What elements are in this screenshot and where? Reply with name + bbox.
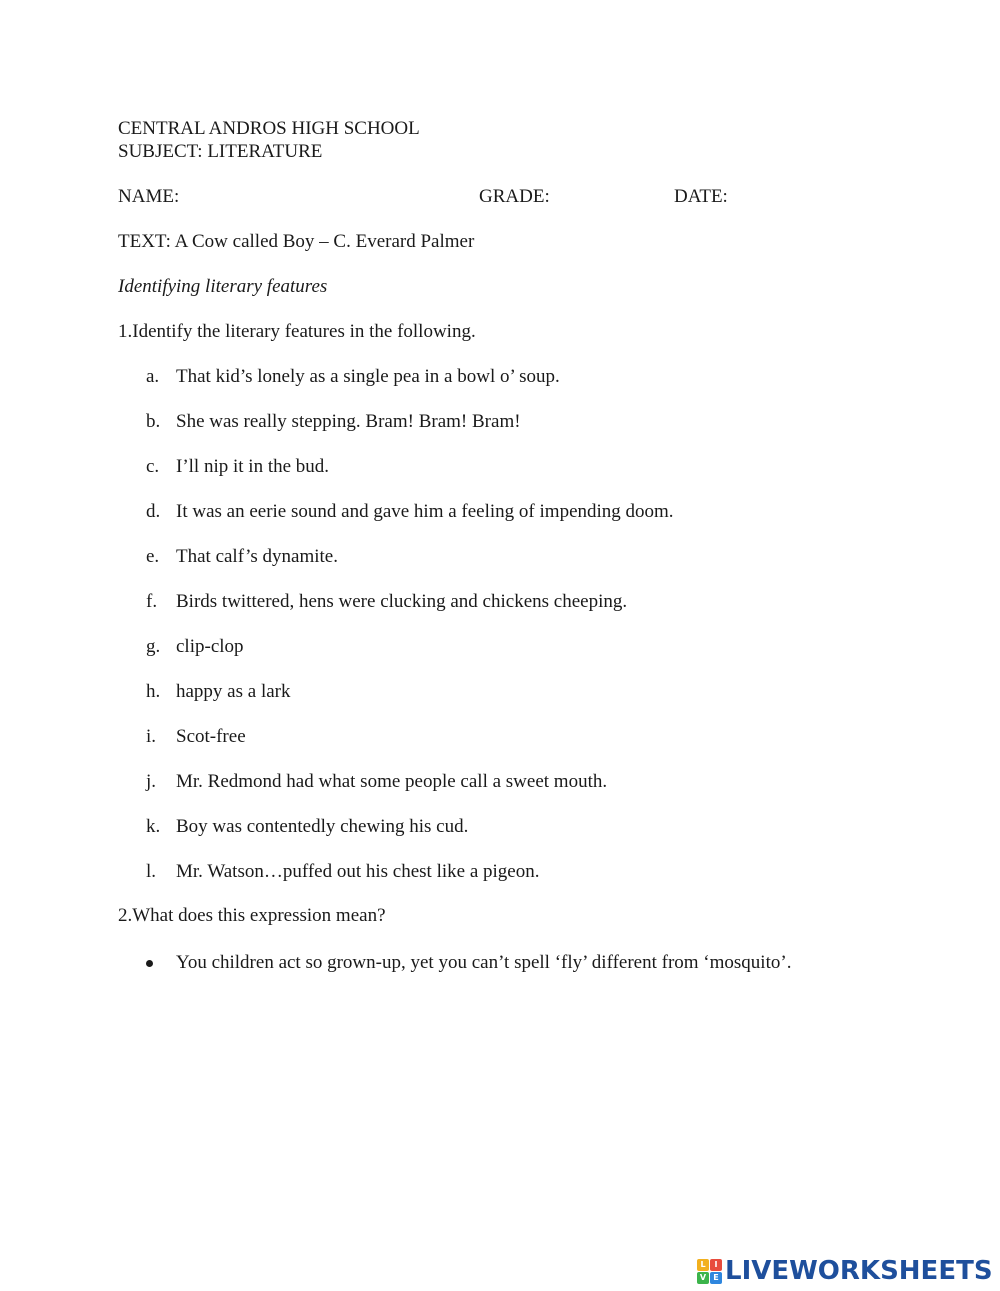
- item-marker: l.: [146, 861, 157, 882]
- item-marker: k.: [146, 816, 161, 837]
- item-marker: d.: [146, 501, 161, 522]
- text-reference: TEXT: A Cow called Boy – C. Everard Palmer: [118, 231, 475, 252]
- logo-text: LIVEWORKSHEETS: [725, 1256, 993, 1286]
- item-text: happy as a lark: [176, 681, 291, 702]
- item-text: It was an eerie sound and gave him a feeling of impending doom.: [176, 501, 674, 522]
- item-text: That calf’s dynamite.: [176, 546, 338, 567]
- item-marker: j.: [146, 771, 157, 792]
- item-text: Birds twittered, hens were clucking and chickens cheeping.: [176, 591, 628, 612]
- logo-block: I: [710, 1259, 722, 1271]
- name-label: NAME:: [118, 186, 180, 207]
- question-2-prompt: 2.What does this expression mean?: [118, 905, 386, 926]
- subject-line: SUBJECT: LITERATURE: [118, 141, 323, 162]
- question-1-prompt: 1.Identify the literary features in the following.: [118, 321, 476, 342]
- bullet-icon: [146, 960, 153, 967]
- bullet-text: You children act so grown-up, yet you can’t spell ‘fly’ different from ‘mosquito’.: [176, 952, 792, 973]
- logo-block: E: [710, 1272, 722, 1284]
- item-text: That kid’s lonely as a single pea in a bowl o’ soup.: [176, 366, 560, 387]
- item-text: Boy was contentedly chewing his cud.: [176, 816, 469, 837]
- grade-label: GRADE:: [479, 186, 550, 207]
- item-marker: a.: [146, 366, 160, 387]
- item-marker: f.: [146, 591, 158, 612]
- logo-blocks-icon: [697, 1259, 722, 1284]
- liveworksheets-logo: [697, 1255, 993, 1287]
- section-title: Identifying literary features: [118, 276, 328, 297]
- item-marker: e.: [146, 546, 160, 567]
- item-marker: b.: [146, 411, 161, 432]
- item-text: She was really stepping. Bram! Bram! Bram!: [176, 411, 521, 432]
- logo-block: L: [697, 1259, 709, 1271]
- item-marker: i.: [146, 726, 157, 747]
- item-marker: g.: [146, 636, 161, 657]
- item-marker: h.: [146, 681, 161, 702]
- item-text: Mr. Redmond had what some people call a sweet mouth.: [176, 771, 608, 792]
- school-name: CENTRAL ANDROS HIGH SCHOOL: [118, 118, 420, 139]
- item-text: clip-clop: [176, 636, 244, 657]
- item-marker: c.: [146, 456, 160, 477]
- logo-block: V: [697, 1272, 709, 1284]
- item-text: Scot-free: [176, 726, 246, 747]
- item-text: I’ll nip it in the bud.: [176, 456, 330, 477]
- item-text: Mr. Watson…puffed out his chest like a pigeon.: [176, 861, 540, 882]
- date-label: DATE:: [674, 186, 728, 207]
